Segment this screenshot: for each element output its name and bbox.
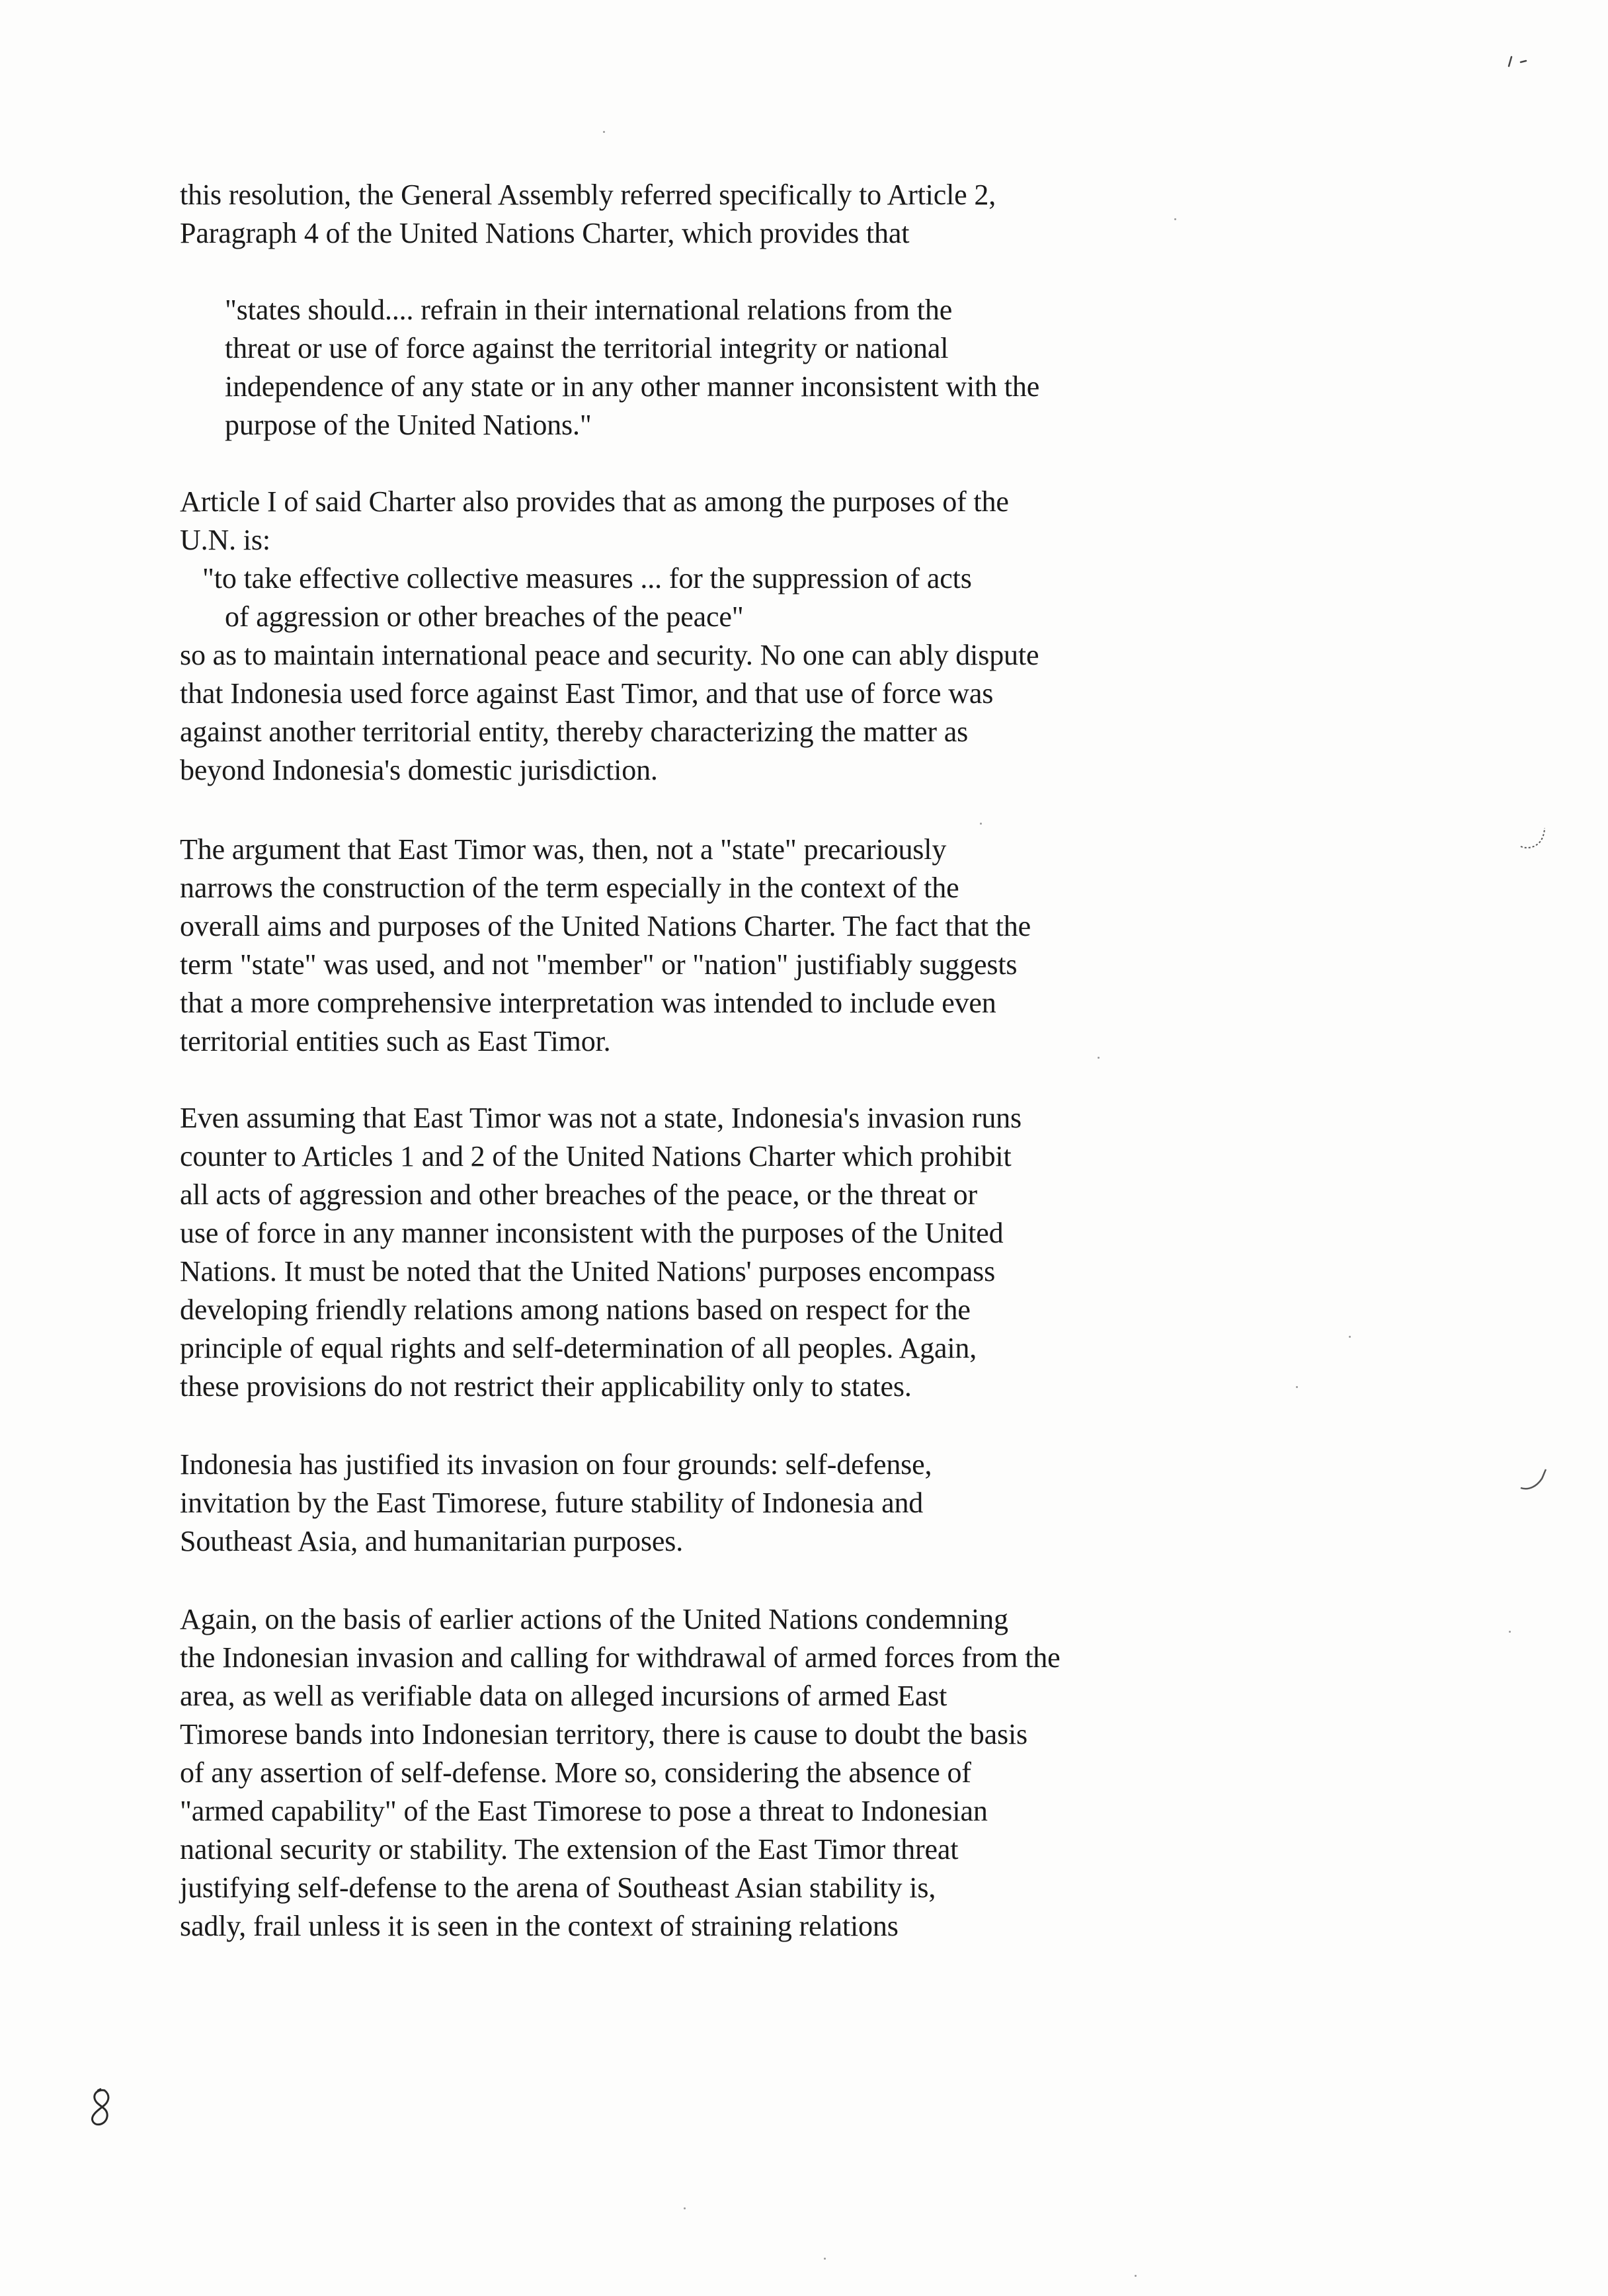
text-line: The argument that East Timor was, then, not a "state" precariously [180, 833, 947, 866]
text-line: area, as well as verifiable data on alleged incursions of armed East [180, 1680, 947, 1712]
quote-line: purpose of the United Nations." [225, 409, 592, 441]
text-line: Again, on the basis of earlier actions of the United Nations condemning [180, 1603, 1008, 1635]
text-line: that a more comprehensive interpretation was intended to include even [180, 987, 996, 1019]
text-line: Indonesia has justified its invasion on four grounds: self-defense, [180, 1448, 932, 1481]
text-line: overall aims and purposes of the United Nations Charter. The fact that the [180, 910, 1031, 942]
quote-line: threat or use of force against the territorial integrity or national [225, 332, 949, 364]
scan-speck [1135, 2275, 1137, 2277]
text-line: national security or stability. The extension of the East Timor threat [180, 1833, 959, 1866]
quote-line: of aggression or other breaches of the peace" [225, 600, 744, 633]
text-line: Even assuming that East Timor was not a state, Indonesia's invasion runs [180, 1102, 1022, 1134]
text-line: principle of equal rights and self-determination of all peoples. Again, [180, 1332, 977, 1364]
text-line: so as to maintain international peace and security. No one can ably dispute [180, 639, 1039, 671]
text-line: developing friendly relations among nations based on respect for the [180, 1293, 971, 1326]
text-line: against another territorial entity, thereby characterizing the matter as [180, 716, 969, 748]
scan-speck [980, 823, 982, 825]
margin-check-mark-icon [1518, 823, 1548, 853]
quote-line: "states should.... refrain in their international relations from the [225, 294, 953, 326]
text-line: U.N. is: [180, 524, 270, 556]
text-line: territorial entities such as East Timor. [180, 1025, 611, 1057]
text-line: Article I of said Charter also provides that as among the purposes of the [180, 485, 1009, 518]
handwritten-page-number-icon [85, 2086, 119, 2134]
scan-speck [1296, 1386, 1298, 1388]
text-line: beyond Indonesia's domestic jurisdiction. [180, 754, 658, 786]
text-line: counter to Articles 1 and 2 of the United Nations Charter which prohibit [180, 1140, 1012, 1172]
text-line: use of force in any manner inconsistent with the purposes of the United [180, 1217, 1004, 1249]
text-line: these provisions do not restrict their applicability only to states. [180, 1370, 912, 1403]
text-line: justifying self-defense to the arena of Southeast Asian stability is, [180, 1871, 936, 1904]
text-line: invitation by the East Timorese, future stability of Indonesia and [180, 1487, 924, 1519]
text-line: of any assertion of self-defense. More so, considering the absence of [180, 1756, 971, 1789]
text-line: Timorese bands into Indonesian territory, there is cause to doubt the basis [180, 1718, 1028, 1750]
text-line: this resolution, the General Assembly referred specifically to Article 2, [180, 179, 996, 211]
scan-speck [603, 131, 605, 133]
quote-line: independence of any state or in any other manner inconsistent with the [225, 370, 1040, 403]
scan-speck [684, 2207, 686, 2209]
scan-speck [1509, 1631, 1511, 1633]
text-line: Southeast Asia, and humanitarian purposes. [180, 1525, 684, 1557]
text-line: Nations. It must be noted that the United Nations' purposes encompass [180, 1255, 996, 1288]
scan-speck [1174, 218, 1176, 220]
text-line: that Indonesia used force against East Timor, and that use of force was [180, 677, 994, 710]
text-line: the Indonesian invasion and calling for withdrawal of armed forces from the [180, 1641, 1061, 1674]
scan-speck [824, 2258, 826, 2260]
margin-check-mark-icon [1518, 1465, 1548, 1496]
corner-mark-icon [1505, 53, 1531, 69]
text-line: Paragraph 4 of the United Nations Charter, which provides that [180, 217, 910, 249]
scan-speck [1349, 1336, 1351, 1338]
text-line: narrows the construction of the term especially in the context of the [180, 872, 959, 904]
text-line: all acts of aggression and other breaches of the peace, or the threat or [180, 1178, 977, 1211]
text-line: term "state" was used, and not "member" or "nation" justifiably suggests [180, 948, 1018, 981]
quote-line: "to take effective collective measures ... for the suppression of acts [202, 562, 972, 594]
text-line: "armed capability" of the East Timorese to pose a threat to Indonesian [180, 1795, 988, 1827]
text-line: sadly, frail unless it is seen in the context of straining relations [180, 1910, 899, 1942]
scan-speck [1098, 1057, 1100, 1059]
